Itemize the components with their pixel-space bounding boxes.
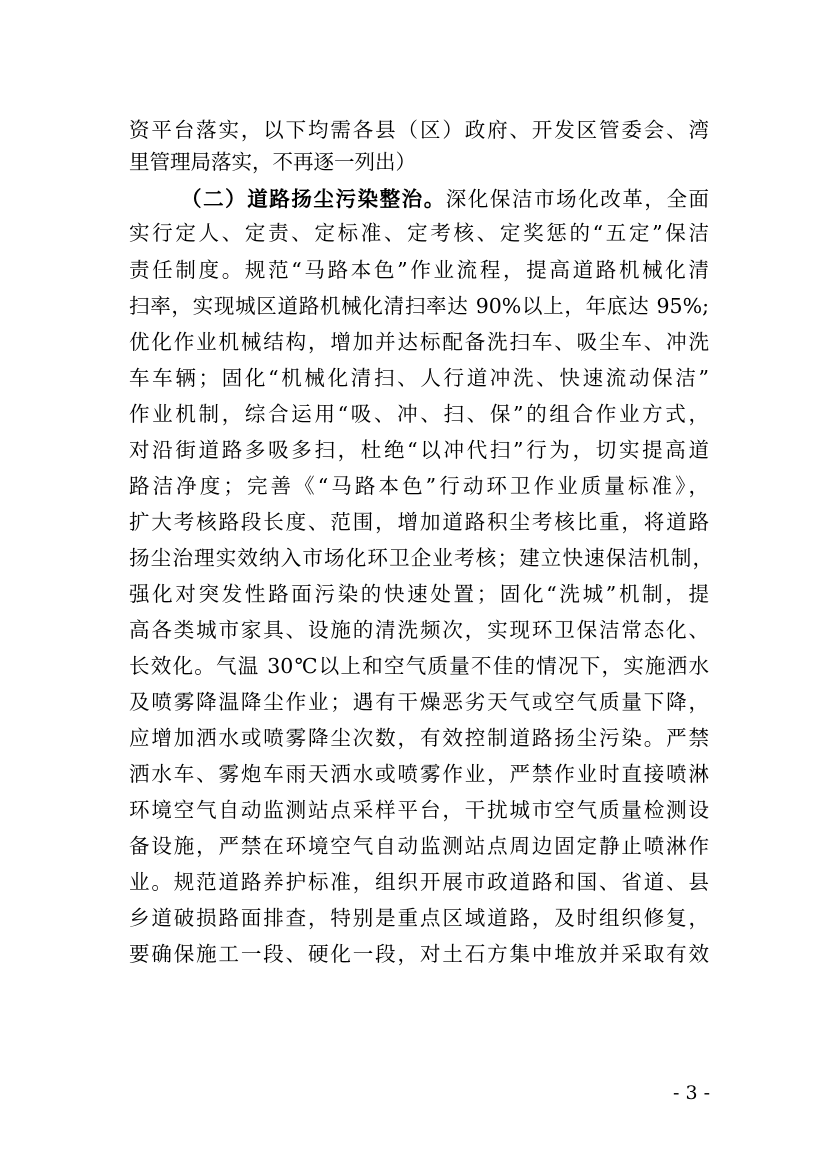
body-line: 环境空气自动监测站点采样平台，干扰城市空气质量检测设 <box>129 798 709 822</box>
body-line: 车车辆；固化“机械化清扫、人行道冲洗、快速流动保洁” <box>129 366 709 390</box>
section-paragraph-first-line <box>181 182 709 216</box>
body-line: 强化对突发性路面污染的快速处置；固化“洗城”机制，提 <box>129 582 709 606</box>
body-line: 对沿街道路多吸多扫，杜绝“以冲代扫”行为，切实提高道 <box>129 438 709 462</box>
body-line: 扬尘治理实效纳入市场化环卫企业考核；建立快速保洁机制， <box>129 546 713 570</box>
body-line: 作业机制，综合运用“吸、冲、扫、保”的组合作业方式， <box>129 402 709 426</box>
body-line: 实行定人、定责、定标准、定考核、定奖惩的“五定”保洁 <box>129 221 709 245</box>
body-line: 长效化。气温 30℃以上和空气质量不佳的情况下，实施洒水 <box>129 654 709 678</box>
body-line: 扫率，实现城区道路机械化清扫率达 90%以上，年底达 95%; <box>129 294 709 318</box>
body-line: 应增加洒水或喷雾降尘次数，有效控制道路扬尘污染。严禁 <box>129 726 709 750</box>
body-line: 要确保施工一段、硬化一段，对土石方集中堆放并采取有效 <box>129 942 709 966</box>
body-line: 扩大考核路段长度、范围，增加道路积尘考核比重，将道路 <box>129 510 709 534</box>
body-line: 乡道破损路面排查，特别是重点区域道路，及时组织修复， <box>129 906 709 930</box>
body-line: 及喷雾降温降尘作业；遇有干燥恶劣天气或空气质量下降， <box>129 690 709 714</box>
section-heading: （二）道路扬尘污染整治。 <box>181 187 446 211</box>
body-line: 责任制度。规范“马路本色”作业流程，提高道路机械化清 <box>129 258 709 282</box>
body-line: 资平台落实，以下均需各县（区）政府、开发区管委会、湾 <box>129 118 709 142</box>
body-text: 深化保洁市场化改革，全面 <box>445 187 710 211</box>
page-number: - 3 - <box>672 1082 710 1104</box>
body-line: 里管理局落实，不再逐一列出） <box>129 150 416 174</box>
body-line: 优化作业机械结构，增加并达标配备洗扫车、吸尘车、冲洗 <box>129 330 709 354</box>
body-line: 业。规范道路养护标准，组织开展市政道路和国、省道、县 <box>129 870 709 894</box>
body-line: 高各类城市家具、设施的清洗频次，实现环卫保洁常态化、 <box>129 618 709 642</box>
body-line: 路洁净度；完善《“马路本色”行动环卫作业质量标准》， <box>129 474 709 498</box>
body-line: 洒水车、雾炮车雨天洒水或喷雾作业，严禁作业时直接喷淋 <box>129 762 709 786</box>
body-line: 备设施，严禁在环境空气自动监测站点周边固定静止喷淋作 <box>129 834 709 858</box>
